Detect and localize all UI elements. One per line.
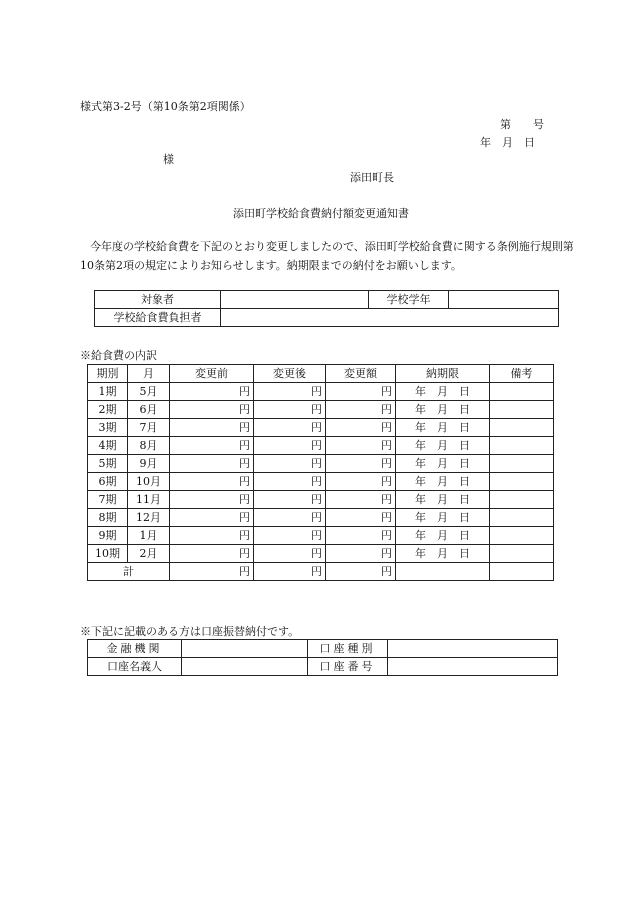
due-date-cell: 年 月 日 (396, 419, 490, 437)
account-number-label: 口座番号 (308, 658, 388, 676)
holder-field (182, 658, 308, 676)
table-row (88, 527, 554, 545)
payer-field (221, 309, 559, 327)
table-row (88, 658, 558, 676)
before-amount-cell: 円 (170, 491, 254, 509)
header-after: 変更後 (254, 365, 326, 383)
payer-label: 学校給食費負担者 (95, 309, 221, 327)
total-remarks-cell (490, 563, 554, 581)
after-amount-cell: 円 (254, 509, 326, 527)
before-amount-cell: 円 (170, 545, 254, 563)
table-row (88, 437, 554, 455)
month-cell: 5月 (128, 383, 170, 401)
school-label: 学校学年 (369, 291, 449, 309)
change-amount-cell: 円 (326, 455, 396, 473)
remarks-cell (490, 545, 554, 563)
period-cell: 4期 (88, 437, 128, 455)
month-cell: 12月 (128, 509, 170, 527)
period-cell: 8期 (88, 509, 128, 527)
remarks-cell (490, 509, 554, 527)
table-row (88, 401, 554, 419)
change-amount-cell: 円 (326, 419, 396, 437)
total-row (88, 563, 554, 581)
month-cell: 6月 (128, 401, 170, 419)
remarks-cell (490, 527, 554, 545)
after-amount-cell: 円 (254, 491, 326, 509)
after-amount-cell: 円 (254, 473, 326, 491)
account-type-field (388, 640, 558, 658)
header-month: 月 (128, 365, 170, 383)
table-row (88, 455, 554, 473)
body-line-2: 10条第2項の規定によりお知らせします。納期限までの納付をお願いします。 (80, 259, 462, 272)
due-date-cell: 年 月 日 (396, 509, 490, 527)
table-header-row (88, 365, 554, 383)
period-cell: 1期 (88, 383, 128, 401)
due-date-cell: 年 月 日 (396, 473, 490, 491)
table-row (95, 291, 559, 309)
before-amount-cell: 円 (170, 509, 254, 527)
change-amount-cell: 円 (326, 509, 396, 527)
change-amount-cell: 円 (326, 383, 396, 401)
month-cell: 2月 (128, 545, 170, 563)
after-amount-cell: 円 (254, 383, 326, 401)
period-cell: 3期 (88, 419, 128, 437)
due-date-cell: 年 月 日 (396, 527, 490, 545)
bank-heading: ※下記に記載のある方は口座振替納付です。 (80, 625, 300, 638)
institution-field (182, 640, 308, 658)
target-label: 対象者 (95, 291, 221, 309)
account-type-label: 口座種別 (308, 640, 388, 658)
due-date-cell: 年 月 日 (396, 455, 490, 473)
header-remarks: 備考 (490, 365, 554, 383)
breakdown-table (87, 364, 554, 581)
total-before-cell: 円 (170, 563, 254, 581)
change-amount-cell: 円 (326, 491, 396, 509)
remarks-cell (490, 455, 554, 473)
remarks-cell (490, 419, 554, 437)
due-date-cell: 年 月 日 (396, 545, 490, 563)
after-amount-cell: 円 (254, 545, 326, 563)
date-label: 年 月 日 (480, 136, 535, 149)
after-amount-cell: 円 (254, 419, 326, 437)
institution-label: 金融機関 (88, 640, 182, 658)
period-cell: 9期 (88, 527, 128, 545)
document-title: 添田町学校給食費納付額変更通知書 (233, 207, 409, 220)
header-change: 変更額 (326, 365, 396, 383)
change-amount-cell: 円 (326, 527, 396, 545)
month-cell: 9月 (128, 455, 170, 473)
info-table (94, 290, 559, 327)
remarks-cell (490, 473, 554, 491)
account-number-field (388, 658, 558, 676)
period-cell: 6期 (88, 473, 128, 491)
before-amount-cell: 円 (170, 527, 254, 545)
table-row (88, 640, 558, 658)
period-cell: 10期 (88, 545, 128, 563)
remarks-cell (490, 401, 554, 419)
target-field (221, 291, 369, 309)
due-date-cell: 年 月 日 (396, 491, 490, 509)
table-row (88, 491, 554, 509)
table-row (88, 419, 554, 437)
due-date-cell: 年 月 日 (396, 383, 490, 401)
before-amount-cell: 円 (170, 455, 254, 473)
before-amount-cell: 円 (170, 419, 254, 437)
after-amount-cell: 円 (254, 401, 326, 419)
table-row (88, 383, 554, 401)
after-amount-cell: 円 (254, 527, 326, 545)
table-row (88, 509, 554, 527)
month-cell: 1月 (128, 527, 170, 545)
total-after-cell: 円 (254, 563, 326, 581)
remarks-cell (490, 383, 554, 401)
number-label: 第 号 (500, 118, 544, 131)
before-amount-cell: 円 (170, 437, 254, 455)
change-amount-cell: 円 (326, 437, 396, 455)
table-row (95, 309, 559, 327)
bank-table (87, 639, 558, 676)
holder-label: 口座名義人 (88, 658, 182, 676)
period-cell: 5期 (88, 455, 128, 473)
after-amount-cell: 円 (254, 437, 326, 455)
after-amount-cell: 円 (254, 455, 326, 473)
remarks-cell (490, 437, 554, 455)
period-cell: 2期 (88, 401, 128, 419)
before-amount-cell: 円 (170, 401, 254, 419)
month-cell: 11月 (128, 491, 170, 509)
month-cell: 8月 (128, 437, 170, 455)
due-date-cell: 年 月 日 (396, 401, 490, 419)
body-line-1: 今年度の学校給食費を下記のとおり変更しましたので、添田町学校給食費に関する条例施行規則第 (90, 240, 574, 253)
month-cell: 7月 (128, 419, 170, 437)
period-cell: 7期 (88, 491, 128, 509)
total-label: 計 (88, 563, 170, 581)
change-amount-cell: 円 (326, 401, 396, 419)
header-due-date: 納期限 (396, 365, 490, 383)
form-label: 様式第3-2号（第10条第2項関係） (80, 100, 251, 113)
remarks-cell (490, 491, 554, 509)
before-amount-cell: 円 (170, 383, 254, 401)
header-before: 変更前 (170, 365, 254, 383)
total-due-date-cell (396, 563, 490, 581)
addressee-suffix: 様 (163, 153, 174, 166)
change-amount-cell: 円 (326, 545, 396, 563)
month-cell: 10月 (128, 473, 170, 491)
issuer: 添田町長 (350, 171, 394, 184)
header-period: 期別 (88, 365, 128, 383)
due-date-cell: 年 月 日 (396, 437, 490, 455)
table-row (88, 473, 554, 491)
breakdown-heading: ※給食費の内訳 (80, 349, 157, 362)
change-amount-cell: 円 (326, 473, 396, 491)
before-amount-cell: 円 (170, 473, 254, 491)
table-row (88, 545, 554, 563)
total-change-cell: 円 (326, 563, 396, 581)
school-field (449, 291, 559, 309)
